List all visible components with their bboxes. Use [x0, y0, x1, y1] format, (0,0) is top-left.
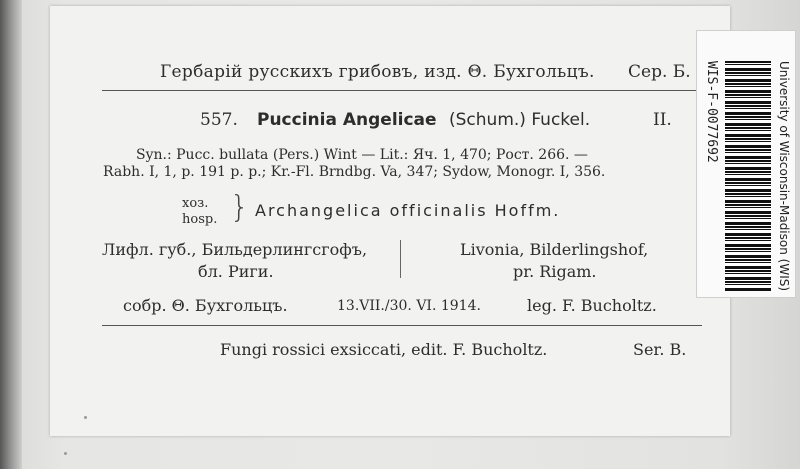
locality-la-line-1: Livonia, Bilderlingshof, [460, 240, 649, 259]
brace-glyph: } [230, 190, 250, 225]
barcode-id: WIS-F-0077692 [704, 61, 719, 163]
collector-la: leg. F. Bucholtz. [527, 296, 657, 315]
locality-ru-line-2: бл. Риги. [198, 262, 274, 281]
collection-date: 13.VII./30. VI. 1914. [337, 298, 481, 314]
host-label-ru: хоз. [182, 196, 209, 211]
footer-rule [102, 325, 702, 326]
debris-speck [64, 452, 67, 455]
locality-divider [400, 240, 401, 278]
locality-ru-line-1: Лифл. губ., Бильдерлингсгофъ, [102, 240, 368, 259]
sheet-edge [0, 0, 22, 469]
spore-stage: II. [653, 110, 672, 130]
host-name: Archangelica officinalis Hoffm. [255, 201, 561, 220]
barcode-label [696, 30, 796, 298]
footer-series: Ser. B. [633, 340, 687, 359]
collector-ru: собр. Θ. Бухгольцъ. [123, 296, 288, 315]
species-author: (Schum.) Fuckel. [449, 110, 591, 130]
debris-speck [84, 416, 87, 419]
footer-title: Fungi rossici exsiccati, edit. F. Bucholtz. [220, 340, 548, 359]
specimen-number: 557. [200, 110, 238, 130]
synonymy-line-2: Rabh. I, 1, p. 191 p. p.; Kr.-Fl. Brndbg. Va, 347; Sydow, Monogr. I, 356. [103, 164, 606, 180]
specimen-label [50, 6, 730, 436]
label-header-series: Сер. Б. [628, 62, 691, 82]
header-rule [102, 90, 702, 91]
label-header-title: Гербарій русскихъ грибовъ, изд. Θ. Бухгольцъ. [160, 62, 595, 82]
synonymy-line-1: Syn.: Pucc. bullata (Pers.) Wint — Lit.: Яч. 1, 470; Рост. 266. — [136, 147, 588, 163]
barcode-institution: University of Wisconsin-Madison (WIS) [777, 61, 791, 292]
species-name: Puccinia Angelicae [257, 110, 437, 130]
barcode-bars [725, 61, 771, 291]
locality-la-line-2: pr. Rigam. [513, 262, 597, 281]
host-label-la: hosp. [182, 212, 218, 227]
